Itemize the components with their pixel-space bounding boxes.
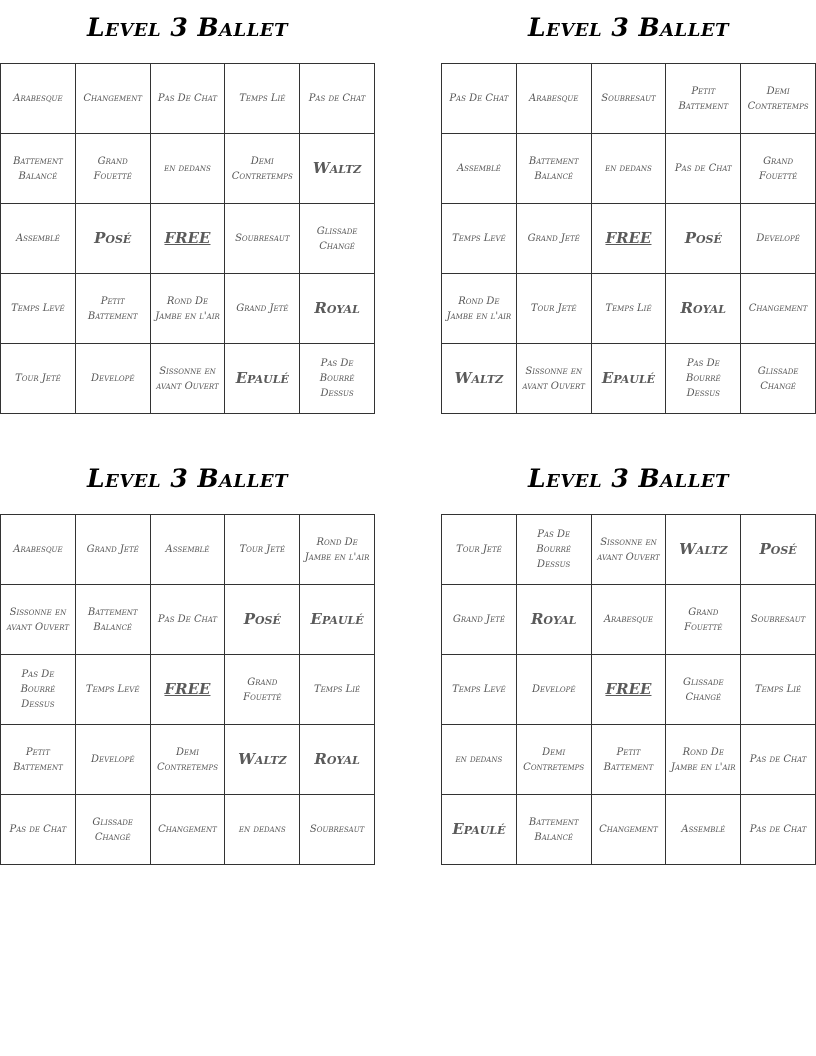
grid-cell: Temps Lié [591, 274, 666, 344]
grid-cell: Petit Battement [75, 274, 150, 344]
free-space-cell: FREE [150, 204, 225, 274]
grid-row [442, 274, 816, 344]
grid-cell: Rond De Jambe en l'air [150, 274, 225, 344]
grid-row [442, 64, 816, 134]
grid-cell: Developé [75, 344, 150, 414]
card-title: Level 3 Ballet [528, 464, 729, 493]
grid-cell: Pas De Chat [150, 64, 225, 134]
grid-row [442, 795, 816, 865]
grid-cell: en dedans [225, 795, 300, 865]
bingo-grid [441, 63, 816, 414]
grid-cell: Rond De Jambe en l'air [666, 725, 741, 795]
bingo-grid [0, 63, 375, 414]
grid-row [1, 344, 375, 414]
grid-cell: Royal [300, 725, 375, 795]
grid-cell: Sissonne en avant Ouvert [1, 585, 76, 655]
grid-cell: Waltz [666, 515, 741, 585]
grid-cell: Assemblé [1, 204, 76, 274]
grid-cell: Temps Lié [225, 64, 300, 134]
grid-row [1, 725, 375, 795]
grid-row [442, 585, 816, 655]
grid-cell: Glissade Changé [666, 655, 741, 725]
grid-cell: Sissonne en avant Ouvert [516, 344, 591, 414]
grid-cell: en dedans [442, 725, 517, 795]
grid-row [442, 344, 816, 414]
grid-cell: Demi Contretemps [741, 64, 816, 134]
grid-row [1, 585, 375, 655]
grid-row [442, 204, 816, 274]
grid-cell: Pas De Chat [150, 585, 225, 655]
grid-cell: Royal [300, 274, 375, 344]
grid-cell: Pas De Bourré Dessus [1, 655, 76, 725]
grid-cell: Assemblé [442, 134, 517, 204]
grid-cell: Arabesque [1, 515, 76, 585]
grid-cell: Petit Battement [666, 64, 741, 134]
grid-cell: Assemblé [666, 795, 741, 865]
grid-cell: Waltz [225, 725, 300, 795]
grid-cell: Pas de Chat [666, 134, 741, 204]
grid-cell: Grand Jeté [225, 274, 300, 344]
grid-cell: Grand Jeté [75, 515, 150, 585]
grid-cell: Grand Fouetté [225, 655, 300, 725]
grid-row [1, 795, 375, 865]
grid-cell: Epaulé [225, 344, 300, 414]
grid-cell: Grand Fouetté [741, 134, 816, 204]
grid-cell: Pas de Chat [300, 64, 375, 134]
grid-cell: Arabesque [591, 585, 666, 655]
grid-cell: Tour Jeté [442, 515, 517, 585]
grid-cell: Battement Balancé [1, 134, 76, 204]
grid-cell: Sissonne en avant Ouvert [591, 515, 666, 585]
grid-row [442, 134, 816, 204]
grid-cell: Epaulé [591, 344, 666, 414]
bingo-grid [0, 514, 375, 865]
grid-row [442, 515, 816, 585]
grid-cell: Posé [225, 585, 300, 655]
grid-cell: Temps Levé [75, 655, 150, 725]
grid-cell: Glissade Changé [300, 204, 375, 274]
card-title: Level 3 Ballet [528, 13, 729, 42]
free-space-cell: FREE [591, 204, 666, 274]
grid-cell: Pas De Chat [442, 64, 517, 134]
grid-cell: Demi Contretemps [516, 725, 591, 795]
grid-cell: Royal [516, 585, 591, 655]
grid-cell: Changement [591, 795, 666, 865]
grid-cell: Tour Jeté [1, 344, 76, 414]
grid-cell: Soubresaut [741, 585, 816, 655]
grid-cell: Epaulé [442, 795, 517, 865]
grid-cell: Battement Balancé [75, 585, 150, 655]
card-title: Level 3 Ballet [87, 13, 288, 42]
grid-cell: Pas de Chat [1, 795, 76, 865]
grid-cell: en dedans [591, 134, 666, 204]
grid-cell: Pas de Chat [741, 725, 816, 795]
grid-cell: Demi Contretemps [225, 134, 300, 204]
grid-cell: Temps Levé [442, 204, 517, 274]
grid-row [1, 274, 375, 344]
grid-cell: Battement Balancé [516, 795, 591, 865]
grid-cell: Royal [666, 274, 741, 344]
grid-cell: Rond De Jambe en l'air [442, 274, 517, 344]
grid-cell: Soubresaut [591, 64, 666, 134]
card-title: Level 3 Ballet [87, 464, 288, 493]
grid-cell: Posé [741, 515, 816, 585]
grid-cell: Posé [75, 204, 150, 274]
grid-cell: Demi Contretemps [150, 725, 225, 795]
free-space-cell: FREE [150, 655, 225, 725]
grid-cell: Glissade Changé [741, 344, 816, 414]
grid-cell: Changement [75, 64, 150, 134]
grid-cell: Waltz [300, 134, 375, 204]
grid-cell: Temps Levé [442, 655, 517, 725]
grid-cell: Posé [666, 204, 741, 274]
grid-cell: Petit Battement [591, 725, 666, 795]
grid-row [1, 655, 375, 725]
grid-cell: Developé [741, 204, 816, 274]
grid-row [1, 64, 375, 134]
grid-cell: Sissonne en avant Ouvert [150, 344, 225, 414]
grid-row [1, 204, 375, 274]
grid-cell: Glissade Changé [75, 795, 150, 865]
grid-cell: Rond De Jambe en l'air [300, 515, 375, 585]
grid-cell: Petit Battement [1, 725, 76, 795]
grid-cell: en dedans [150, 134, 225, 204]
grid-cell: Battement Balancé [516, 134, 591, 204]
grid-cell: Grand Jeté [442, 585, 517, 655]
grid-cell: Grand Fouetté [666, 585, 741, 655]
grid-cell: Epaulé [300, 585, 375, 655]
grid-cell: Arabesque [516, 64, 591, 134]
grid-row [1, 134, 375, 204]
grid-cell: Waltz [442, 344, 517, 414]
grid-cell: Changement [150, 795, 225, 865]
grid-row [1, 515, 375, 585]
grid-cell: Arabesque [1, 64, 76, 134]
grid-cell: Temps Lié [741, 655, 816, 725]
grid-cell: Tour Jeté [516, 274, 591, 344]
grid-cell: Soubresaut [300, 795, 375, 865]
grid-row [442, 655, 816, 725]
free-space-cell: FREE [591, 655, 666, 725]
grid-cell: Pas De Bourré Dessus [516, 515, 591, 585]
grid-cell: Pas De Bourré Dessus [300, 344, 375, 414]
grid-cell: Pas de Chat [741, 795, 816, 865]
grid-cell: Developé [516, 655, 591, 725]
grid-cell: Changement [741, 274, 816, 344]
grid-cell: Temps Levé [1, 274, 76, 344]
grid-row [442, 725, 816, 795]
grid-cell: Temps Lié [300, 655, 375, 725]
bingo-grid [441, 514, 816, 865]
grid-cell: Assemblé [150, 515, 225, 585]
grid-cell: Grand Jeté [516, 204, 591, 274]
grid-cell: Developé [75, 725, 150, 795]
grid-cell: Grand Fouetté [75, 134, 150, 204]
grid-cell: Soubresaut [225, 204, 300, 274]
grid-cell: Pas De Bourré Dessus [666, 344, 741, 414]
grid-cell: Tour Jeté [225, 515, 300, 585]
